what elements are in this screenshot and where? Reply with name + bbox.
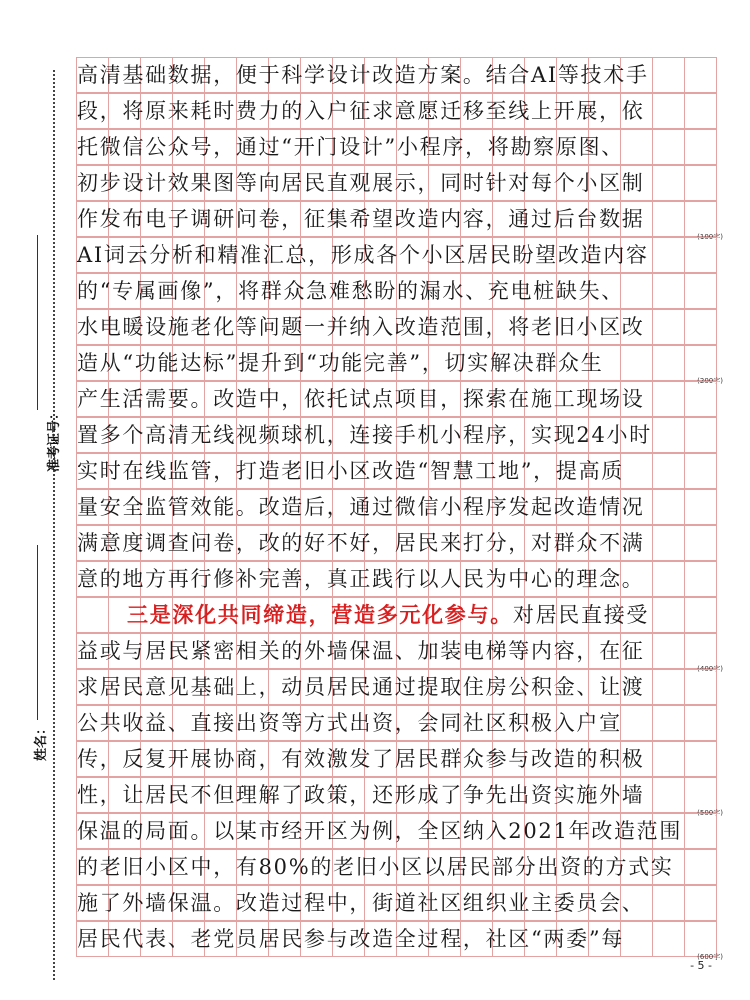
answer-line-text: 初步设计效果图等向居民直观展示，同时针对每个小区制	[77, 171, 645, 195]
answer-line-text: 造从“功能达标”提升到“功能完善”，切实解决群众生	[77, 351, 604, 375]
answer-line-text: 实时在线监管，打造老旧小区改造“智慧工地”，提高质	[77, 459, 624, 483]
grid-row	[77, 273, 717, 309]
grid-row	[77, 705, 717, 741]
word-count-marker: (200字)	[697, 377, 723, 385]
word-count-marker: (600字)	[697, 953, 723, 961]
grid-row	[77, 525, 717, 561]
answer-text: 对居民直接受	[512, 603, 650, 627]
answer-line-text: 的老旧小区中，有80%的老旧小区以居民部分出资的方式实	[77, 855, 674, 879]
grid-row	[77, 345, 723, 385]
exam-id-write-line	[37, 235, 38, 410]
grid-row	[77, 165, 717, 201]
answer-line-text: 段，将原来耗时费力的入户征求意愿迁移至线上开展，依	[77, 99, 645, 123]
answer-line-text: 性，让居民不但理解了政策，还形成了争先出资实施外墙	[77, 783, 645, 807]
grid-row	[77, 309, 717, 345]
answer-line-text: 量安全监管效能。改造后，通过微信小程序发起改造情况	[77, 495, 645, 519]
answer-line-text: 水电暖设施老化等问题一并纳入改造范围，将老旧小区改	[77, 315, 645, 339]
grid-row	[77, 777, 723, 817]
grid-row	[77, 921, 723, 961]
grid-row	[77, 129, 717, 165]
answer-line-text: 作发布电子调研问卷，征集希望改造内容，通过后台数据	[77, 207, 645, 231]
binding-dotted-line	[53, 70, 55, 980]
word-count-marker: (100字)	[697, 233, 723, 241]
answer-line-text: 产生活需要。改造中，依托试点项目，探索在施工现场设	[77, 387, 645, 411]
name-write-line	[37, 545, 38, 720]
grid-row	[77, 489, 717, 525]
grid-row	[77, 813, 717, 849]
grid-row	[77, 561, 717, 597]
answer-line-text: 托微信公众号，通过“开门设计”小程序，将勘察原图、	[77, 135, 624, 159]
answer-line-text: 高清基础数据，便于科学设计改造方案。结合AI等技术手	[77, 63, 649, 87]
grid-row	[77, 597, 717, 633]
answer-line-text: 施了外墙保温。改造过程中，街道社区组织业主委员会、	[77, 891, 645, 915]
grid-row	[77, 669, 717, 705]
grid-row	[77, 201, 723, 241]
answer-line-text: 保温的局面。以某市经开区为例，全区纳入2021年改造范围	[77, 819, 683, 843]
page-number: - 5 -	[690, 959, 712, 972]
name-label: 姓名：	[34, 721, 50, 762]
answer-line-text: 传，反复开展协商，有效激发了居民群众参与改造的积极	[77, 747, 645, 771]
answer-line-text	[77, 602, 717, 628]
grid-row	[77, 885, 717, 921]
word-count-marker: (500字)	[697, 809, 723, 817]
highlighted-heading: 三是深化共同缔造，营造多元化参与。	[127, 602, 513, 627]
answer-line-text: 意的地方再行修补完善，真正践行以人民为中心的理念。	[77, 567, 645, 591]
grid-row	[77, 237, 717, 273]
word-count-marker: (400字)	[697, 665, 723, 673]
answer-line-text: 置多个高清无线视频球机，连接手机小程序，实现24小时	[77, 423, 652, 447]
answer-line-text: 居民代表、老党员居民参与改造全过程，社区“两委”每	[77, 927, 624, 951]
grid-row	[77, 417, 717, 453]
grid-row	[77, 849, 717, 885]
grid-row	[77, 381, 717, 417]
answer-line-text: 求居民意见基础上，动员居民通过提取住房公积金、让渡	[77, 675, 645, 699]
grid-row	[77, 633, 723, 673]
exam-id-label: 准考证号：	[47, 406, 63, 473]
answer-grid	[77, 57, 723, 961]
answer-line-text: AI词云分析和精准汇总，形成各个小区居民盼望改造内容	[77, 243, 649, 267]
grid-row	[77, 741, 717, 777]
answer-line-text: 公共收益、直接出资等方式出资，会同社区积极入户宣	[77, 711, 622, 735]
grid-row	[77, 453, 717, 489]
answer-line-text: 的“专属画像”，将群众急难愁盼的漏水、充电桩缺失、	[77, 279, 624, 303]
answer-line-text: 益或与居民紧密相关的外墙保温、加装电梯等内容，在征	[77, 639, 645, 663]
grid-row	[77, 93, 717, 129]
grid-row	[77, 57, 717, 93]
answer-line-text: 满意度调查问卷，改的好不好，居民来打分，对群众不满	[77, 531, 645, 555]
